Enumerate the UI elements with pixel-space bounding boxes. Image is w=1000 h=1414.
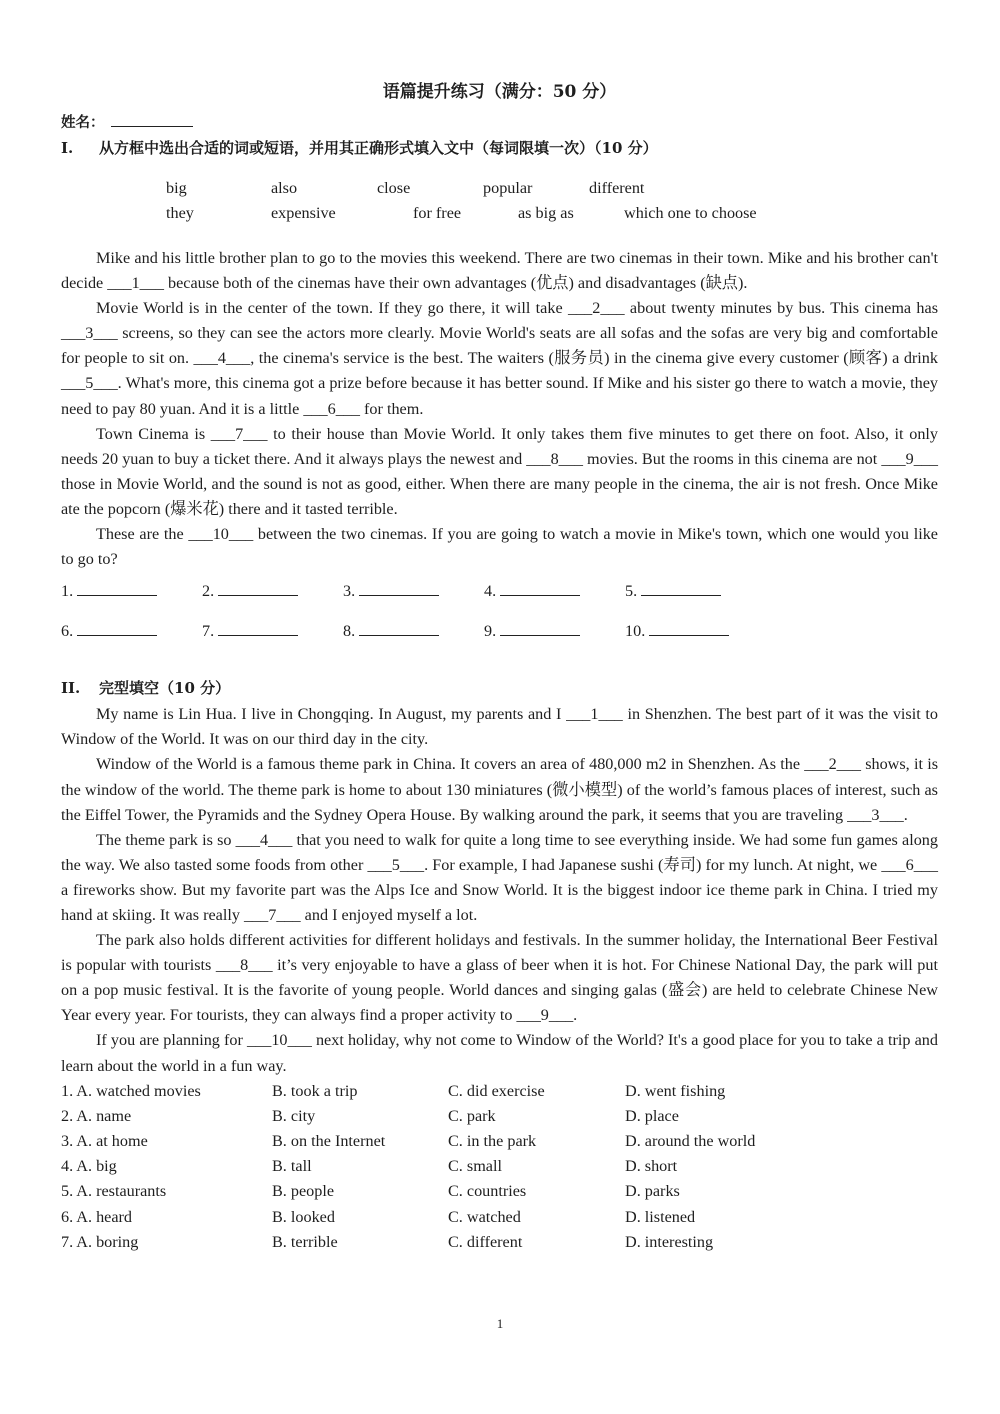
option-b[interactable]: B. terrible (272, 1232, 338, 1251)
word-bank-row (166, 201, 938, 226)
section1-number: I. (61, 139, 74, 157)
word-bank-item: expensive (271, 204, 336, 222)
option-row (61, 1104, 938, 1129)
answer-blank[interactable] (649, 621, 729, 636)
option-c[interactable]: C. park (448, 1106, 496, 1125)
option-a[interactable]: 3. A. at home (61, 1132, 148, 1150)
option-a[interactable]: 4. A. big (61, 1157, 117, 1176)
word-bank-item: different (589, 179, 645, 197)
option-b[interactable]: B. on the Internet (272, 1132, 386, 1150)
answer-cell (625, 618, 766, 644)
name-label: 姓名： (61, 114, 105, 131)
option-c[interactable]: C. countries (448, 1182, 527, 1201)
answer-number: 6. (61, 622, 74, 641)
passage-paragraph: The theme park is so ___4___ that you need to walk for quite a long time to see everything inside. We had some fun games along the way. We also tasted some foods from other ___5___. For example, I had Japanese sushi (寿司) for my lunch. At night, we ___6___ a fireworks show. But my favorite part was the Alps Ice and Snow World. It is the biggest indoor ice theme park in China. I tried my hand at skiing. It was really ___7___ and I enjoyed myself a lot. (61, 830, 938, 924)
option-row (61, 1205, 938, 1230)
word-bank-item: popular (483, 179, 533, 197)
word-bank-item: also (271, 179, 298, 197)
section2-instruction: 完型填空（10 分） (99, 679, 231, 698)
answer-blank[interactable] (77, 581, 157, 596)
passage-paragraph: If you are planning for ___10___ next holiday, why not come to Window of the World? It's a good place for you to take a trip and learn about the world in a fun way. (61, 1031, 938, 1075)
section2-heading (61, 674, 938, 702)
name-blank (111, 112, 193, 127)
option-d[interactable]: D. around the world (625, 1132, 756, 1150)
option-d[interactable]: D. short (625, 1157, 678, 1176)
word-bank-item: they (166, 204, 194, 222)
word-bank-item: big (166, 179, 187, 197)
option-d[interactable]: D. went fishing (625, 1081, 726, 1100)
answer-cell (343, 618, 484, 644)
section1-heading (61, 134, 938, 162)
answer-cell (343, 578, 484, 604)
option-b[interactable]: B. looked (272, 1207, 335, 1226)
answer-blank[interactable] (218, 621, 298, 636)
option-b[interactable]: B. people (272, 1182, 335, 1201)
answer-row (61, 578, 938, 618)
passage-paragraph: My name is Lin Hua. I live in Chongqing. In August, my parents and I ___1___ in Shenzhen. The best part of it was the visit to Window of the World. It was on our third day in the city. (61, 705, 938, 749)
answer-cell (484, 618, 625, 644)
answer-blank[interactable] (500, 621, 580, 636)
answer-cell (202, 578, 343, 604)
answer-number: 4. (484, 582, 497, 601)
answer-number: 9. (484, 622, 497, 641)
answer-number: 10. (625, 622, 646, 641)
option-d[interactable]: D. place (625, 1106, 679, 1125)
passage-paragraph: Town Cinema is ___7___ to their house than Movie World. It only takes them five minutes to get there on foot. Also, it only needs 20 yuan to buy a ticket there. And it always plays the newest and ___8___ movies. But the rooms in this cinema are not ___9___ those in Movie World, and the sound is not as good, either. When there are many people in the cinema, the air is not fresh. Once Mike ate the popcorn (爆米花) there and it tasted terrible. (61, 424, 938, 518)
option-b[interactable]: B. took a trip (272, 1081, 358, 1100)
page-number: 1 (496, 1316, 504, 1331)
answer-cell (625, 578, 766, 604)
option-c[interactable]: C. in the park (448, 1132, 537, 1150)
option-row (61, 1129, 938, 1154)
word-bank-item: as big as (518, 204, 574, 222)
answer-row (61, 618, 938, 658)
option-c[interactable]: C. watched (448, 1207, 521, 1226)
passage-paragraph: The park also holds different activities for different holidays and festivals. In the summer holiday, the International Beer Festival is popular with tourists ___8___ it’s very enjoyable to have a glass of beer when it is hot. For Chinese National Day, the park will put on a pop music festival. It is the favorite of young people. World dances and singing galas (盛会) are held to celebrate Chinese New Year every year. For tourists, they can always find a proper activity to ___9___. (61, 931, 938, 1025)
option-b[interactable]: B. tall (272, 1157, 312, 1176)
option-a[interactable]: 6. A. heard (61, 1207, 133, 1226)
word-bank (166, 176, 938, 226)
option-a[interactable]: 5. A. restaurants (61, 1182, 167, 1201)
option-row (61, 1154, 938, 1179)
option-a[interactable]: 1. A. watched movies (61, 1081, 201, 1100)
option-c[interactable]: C. did exercise (448, 1081, 545, 1100)
answer-cell (202, 618, 343, 644)
options-list (61, 1079, 938, 1255)
answer-number: 3. (343, 582, 356, 601)
answer-cell (61, 618, 202, 644)
answer-number: 1. (61, 582, 74, 601)
option-b[interactable]: B. city (272, 1106, 316, 1125)
option-row (61, 1079, 938, 1104)
answer-blank[interactable] (359, 621, 439, 636)
option-c[interactable]: C. different (448, 1232, 523, 1251)
answer-grid (61, 578, 938, 658)
section1-passage (61, 246, 938, 572)
answer-blank[interactable] (77, 621, 157, 636)
answer-blank[interactable] (359, 581, 439, 596)
passage-paragraph: Window of the World is a famous theme park in China. It covers an area of 480,000 m2 in Shenzhen. As the ___2___ shows, it is the window of the world. The theme park is home to about 130 miniatures (微小模型) of the world’s famous places of interest, such as the Eiffel Tower, the Pyramids and the Sydney Opera House. By walking around the park, it seems that you are traveling ___3___. (61, 755, 938, 824)
option-c[interactable]: C. small (448, 1157, 502, 1176)
answer-number: 2. (202, 582, 215, 601)
option-row (61, 1230, 938, 1255)
answer-blank[interactable] (641, 581, 721, 596)
option-d[interactable]: D. listened (625, 1207, 696, 1226)
option-row (61, 1179, 938, 1204)
word-bank-item: which one to choose (624, 204, 757, 222)
word-bank-row (166, 176, 938, 201)
section2-passage (61, 702, 938, 1078)
answer-number: 5. (625, 582, 638, 601)
section1-instruction: 从方框中选出合适的词或短语，并用其正确形式填入文中（每词限填一次）（10 分） (99, 139, 658, 157)
passage-paragraph: Mike and his little brother plan to go to the movies this weekend. There are two cinemas in their town. Mike and his brother can't decide ___1___ because both of the cinemas have their own advantages (优点) and disadvantages (缺点). (61, 249, 938, 293)
option-a[interactable]: 2. A. name (61, 1106, 132, 1125)
name-row (61, 112, 938, 134)
option-a[interactable]: 7. A. boring (61, 1232, 139, 1251)
answer-number: 7. (202, 622, 215, 641)
answer-number: 8. (343, 622, 356, 641)
answer-cell (484, 578, 625, 604)
passage-paragraph: Movie World is in the center of the town. If they go there, it will take ___2___ about twenty minutes by bus. This cinema has ___3___ screens, so they can see the actors more clearly. Movie World's seats are all sofas and the sofas are very big and comfortable for people to sit on. ___4___, the cinema's service is the best. The waiters (服务员) in the cinema give every customer (顾客) a drink ___5___. What's more, this cinema got a prize before because it has better sound. If Mike and his sister go there to watch a movie, they need to pay 80 yuan. And it is a little ___6___ for them. (61, 299, 938, 418)
section2-number: II. (61, 679, 81, 698)
word-bank-item: for free (413, 204, 462, 222)
answer-blank[interactable] (500, 581, 580, 596)
option-d[interactable]: D. parks (625, 1182, 680, 1201)
answer-cell (61, 578, 202, 604)
page-title: 语篇提升练习（满分：50 分） (382, 82, 617, 102)
word-bank-item: close (377, 179, 411, 197)
answer-blank[interactable] (218, 581, 298, 596)
option-d[interactable]: D. interesting (625, 1232, 714, 1251)
passage-paragraph: These are the ___10___ between the two cinemas. If you are going to watch a movie in Mike's town, which one would you like to go to? (61, 525, 938, 569)
